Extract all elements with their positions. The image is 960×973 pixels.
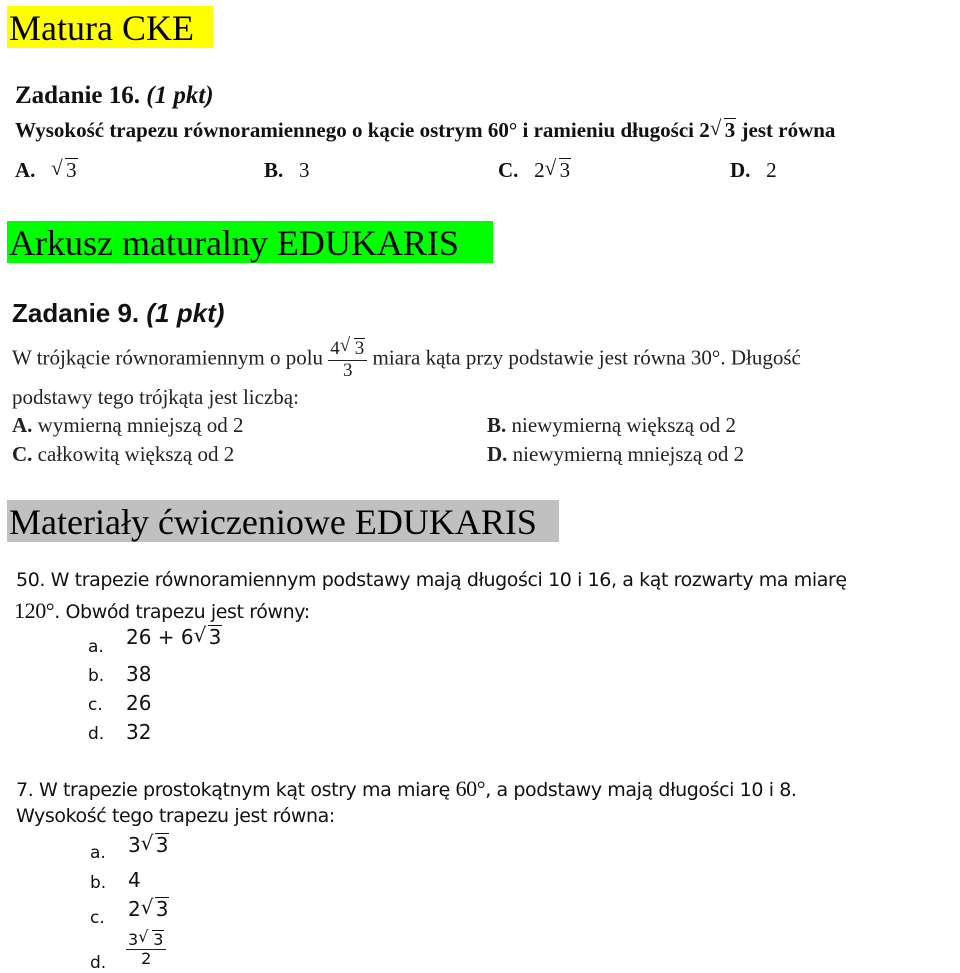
task-50-answer-b-value: 38 [126,662,152,686]
task-50-question-line-2: 120°. Obwód trapezu jest równy: [14,598,310,623]
task-16-points: (1 pkt) [146,82,214,109]
task-7-answer-b-letter: b. [90,873,107,893]
task-50-answer-a-value: 26 + 6√ 3 [126,625,222,649]
task-50-answer-a-letter: a. [88,637,104,657]
task-9-number: Zadanie 9. [12,298,140,328]
task-16-number: Zadanie 16. [15,82,141,109]
task-9-question-line-2: podstawy tego trójkąta jest liczbą: [12,385,299,409]
task-50-answer-d-value: 32 [126,720,152,744]
task-16-answer-a: A. √ 3 [15,158,78,183]
task-9-points: (1 pkt) [146,298,225,328]
task-9-answer-c: C. całkowitą większą od 2 [12,442,235,466]
task-50-question-line-1: 50. W trapezie równoramiennym podstawy mają długości 10 i 16, a kąt rozwarty ma miarę [16,569,847,591]
task-7-answer-b-value: 4 [128,868,141,892]
task-50-answer-b-letter: b. [88,666,105,686]
task-9-title [12,298,224,329]
section-banner-matura-cke: Matura CKE [7,6,213,48]
task-16-answer-b: B. 3 [264,158,310,182]
task-16-answer-d: D. 2 [730,158,777,182]
task-50-answer-c-value: 26 [126,691,152,715]
task-7-answer-a-value: 3√ 3 [128,833,169,857]
task-16-question: Wysokość trapezu równoramiennego o kącie ostrym 60° i ramieniu długości 2√ 3 jest równa [15,118,835,143]
task-7-question-line-2: Wysokość tego trapezu jest równa: [16,805,335,827]
task-9-answer-d: D. niewymierną mniejszą od 2 [487,442,745,466]
task-9-answer-b: B. niewymierną większą od 2 [487,413,737,437]
task-7-answer-c-letter: c. [90,908,105,928]
task-7-answer-a-letter: a. [90,843,106,863]
task-7-answer-c-value: 2√ 3 [128,897,169,921]
task-9-question-line-1: W trójkącie równoramiennym o polu $\frac{4√ 3}{3}$ miara kąta przy podstawie jest równa 30°. Długość [12,338,801,381]
task-7-angle: 60° [455,776,486,801]
task-16-arm-length: 2√ 3 [699,118,736,142]
task-50-answer-c-letter: c. [88,695,103,715]
task-7-answer-d-letter: d. [90,953,107,973]
task-50-angle: 120° [14,598,55,623]
task-16-title [15,82,214,110]
task-9-area-fraction: $\frac{4√ 3}{3}$ [328,338,367,381]
section-banner-materialy-edukaris: Materiały ćwiczeniowe EDUKARIS [7,500,559,542]
task-50-answer-d-letter: d. [88,724,105,744]
section-banner-arkusz-edukaris: Arkusz maturalny EDUKARIS [7,221,493,263]
task-7-question-line-1: 7. W trapezie prostokątnym kąt ostry ma miarę 60°, a podstawy mają długości 10 i 8. [16,776,797,801]
task-7-answer-d-value: $\frac{3√ 3}{2}$ [126,930,166,968]
task-16-answer-c: C. 2√ 3 [498,158,571,183]
task-9-answer-a: A. wymierną mniejszą od 2 [12,413,244,437]
task-16-angle: 60° [487,118,518,142]
